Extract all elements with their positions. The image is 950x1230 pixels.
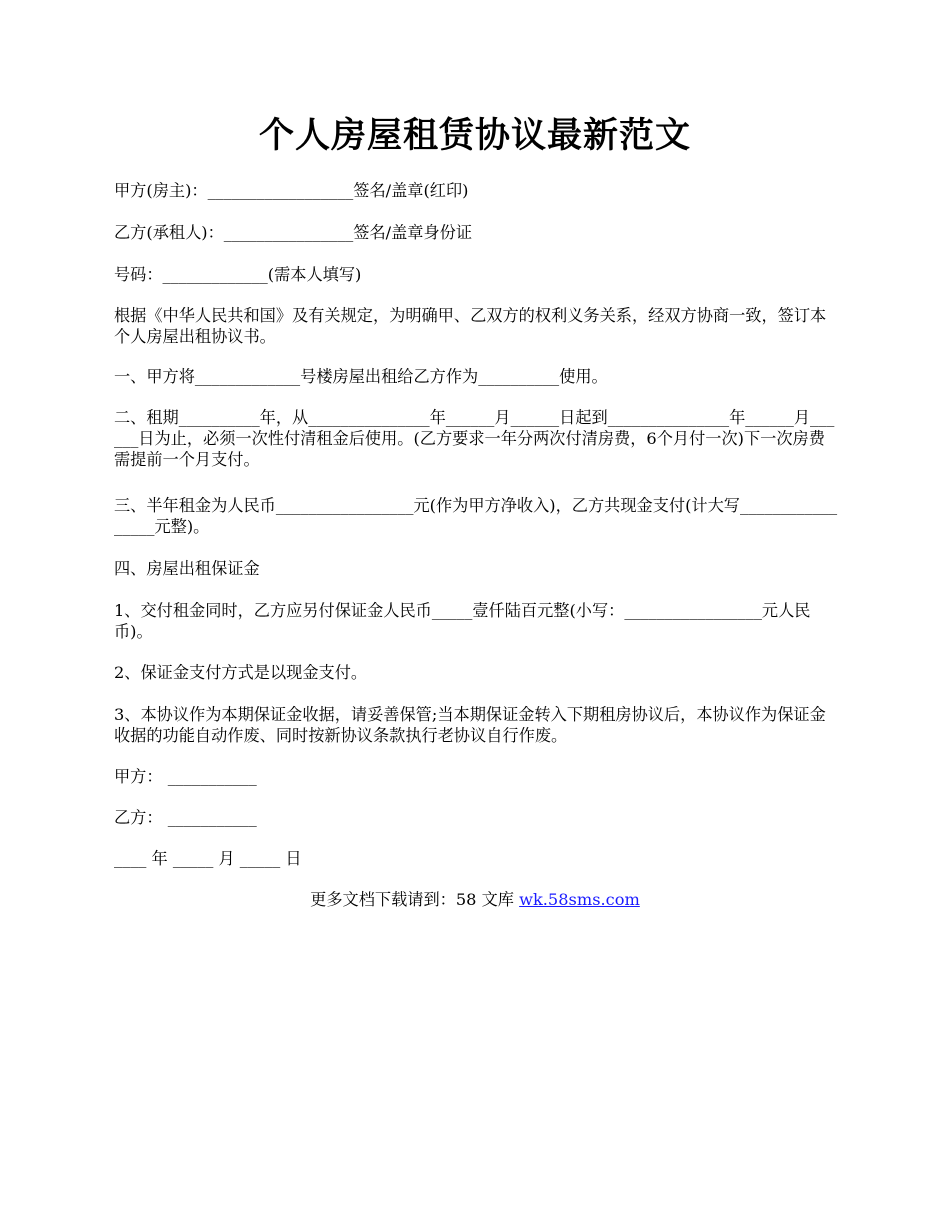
id-number-line: 号码：_____________(需本人填写): [114, 265, 362, 284]
clause-3: 三、半年租金为人民币_________________元(作为甲方净收入)，乙方共现金支付(计大写_________________元整)。: [114, 496, 838, 536]
deposit-item-1: 1、交付租金同时，乙方应另付保证金人民币_____壹仟陆百元整(小写：_________________元人民币)。: [114, 601, 811, 641]
signature-party-b: 乙方： ___________: [114, 808, 257, 827]
footer-text: 更多文档下载请到：58 文库: [310, 890, 520, 909]
intro-paragraph: 根据《中华人民共和国》及有关规定，为明确甲、乙双方的权利义务关系，经双方协商一致，签订本个人房屋出租协议书。: [114, 306, 827, 346]
clause-4-heading: 四、房屋出租保证金: [114, 559, 260, 578]
deposit-item-3: 3、本协议作为本期保证金收据，请妥善保管;当本期保证金转入下期租房协议后，本协议作为保证金收据的功能自动作废、同时按新协议条款执行老协议自行作废。: [114, 705, 826, 745]
party-a-line: 甲方(房主)：__________________签名/盖章(红印): [114, 181, 469, 200]
date-line: ____ 年 _____ 月 _____ 日: [114, 849, 302, 868]
footer: [0, 889, 950, 911]
deposit-item-2: 2、保证金支付方式是以现金支付。: [114, 663, 368, 682]
document-title: 个人房屋租赁协议最新范文: [258, 115, 691, 156]
clause-1: 一、甲方将_____________号楼房屋出租给乙方作为__________使用。: [114, 367, 608, 386]
clause-2: 二、租期__________年，从_______________年______月______日起到_______________年______月______日为止，必须一次性付清租金后使用。(乙方要求一年分两次付清房费，6个月付一次)下一次房费需提前一个月支付。: [114, 408, 835, 469]
party-b-line: 乙方(承租人)：________________签名/盖章身份证: [114, 223, 473, 242]
footer-link[interactable]: wk.58sms.com: [519, 890, 640, 909]
signature-party-a: 甲方： ___________: [114, 767, 257, 786]
